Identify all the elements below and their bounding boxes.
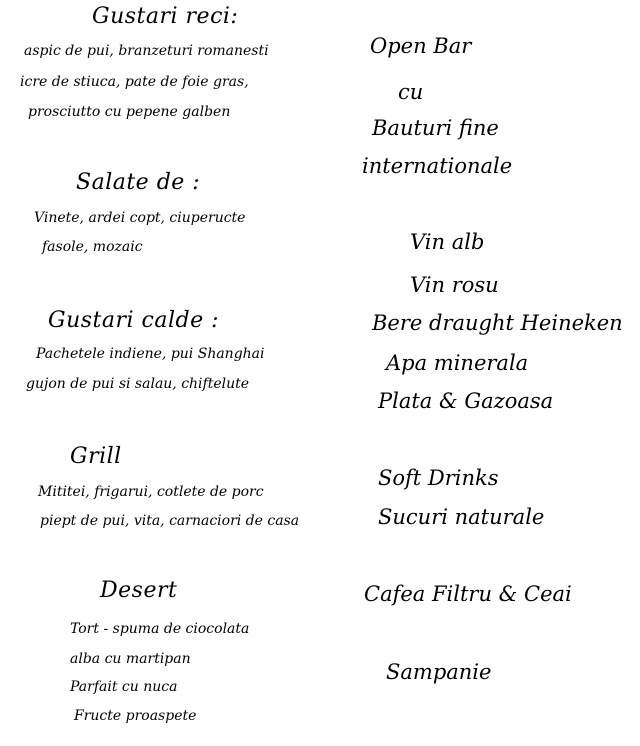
menu-item-line: Vinete, ardei copt, ciuperucte	[34, 210, 246, 226]
menu-item-line: gujon de pui si salau, chiftelute	[26, 376, 250, 392]
drinks-line: cu	[398, 80, 424, 104]
menu-item-line: aspic de pui, branzeturi romanesti	[24, 43, 269, 59]
menu-item-line: Mititei, frigarui, cotlete de porc	[38, 484, 264, 500]
section-title-salate: Salate de :	[76, 170, 201, 195]
drinks-line: Cafea Filtru & Ceai	[364, 582, 572, 606]
drinks-line: Plata & Gazoasa	[378, 389, 554, 413]
drinks-line: Apa minerala	[386, 351, 529, 375]
drinks-line: Vin rosu	[410, 273, 499, 297]
drinks-line: Vin alb	[410, 230, 485, 254]
menu-item-line: Parfait cu nuca	[70, 679, 178, 695]
section-title-desert: Desert	[100, 578, 178, 603]
section-title-gustari-reci: Gustari reci:	[92, 4, 239, 29]
menu-item-line: alba cu martipan	[70, 651, 191, 667]
drinks-line: internationale	[362, 154, 513, 178]
menu-item-line: Pachetele indiene, pui Shanghai	[36, 346, 265, 362]
drinks-line: Open Bar	[370, 34, 472, 58]
section-title-gustari-calde: Gustari calde :	[48, 308, 220, 333]
drinks-line: Bere draught Heineken	[372, 311, 623, 335]
drinks-line: Sucuri naturale	[378, 505, 545, 529]
menu-item-line: icre de stiuca, pate de foie gras,	[20, 74, 249, 90]
menu-item-line: piept de pui, vita, carnaciori de casa	[40, 513, 300, 529]
menu-item-line: prosciutto cu pepene galben	[28, 104, 231, 120]
section-title-grill: Grill	[70, 444, 122, 469]
drinks-line: Soft Drinks	[378, 466, 499, 490]
menu-item-line: Fructe proaspete	[74, 708, 197, 724]
menu-item-line: Tort - spuma de ciocolata	[70, 621, 250, 637]
drinks-line: Bauturi fine	[372, 116, 499, 140]
drinks-line: Sampanie	[386, 660, 492, 684]
menu-item-line: fasole, mozaic	[42, 239, 143, 255]
